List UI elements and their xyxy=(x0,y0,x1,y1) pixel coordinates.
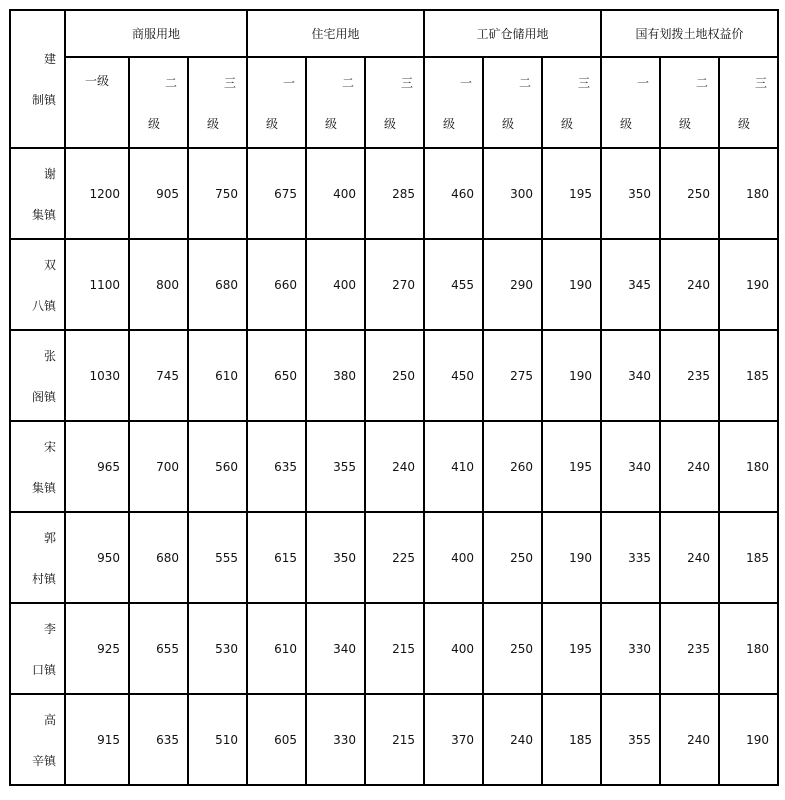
grade-header-cell xyxy=(483,57,542,148)
price-cell: 700 xyxy=(129,421,188,512)
grade-header-cell xyxy=(719,57,778,148)
price-cell: 650 xyxy=(247,330,306,421)
price-cell: 240 xyxy=(660,694,719,785)
grade-header-top: 二 xyxy=(164,75,177,90)
price-cell: 680 xyxy=(129,512,188,603)
price-cell: 185 xyxy=(542,694,601,785)
town-name-cell xyxy=(10,148,65,239)
grade-header-top: 二 xyxy=(341,75,354,90)
town-name-line2: 集镇 xyxy=(31,480,56,495)
price-cell: 655 xyxy=(129,603,188,694)
price-cell: 250 xyxy=(483,512,542,603)
price-cell: 190 xyxy=(719,694,778,785)
grade-header-bottom: 级 xyxy=(266,116,279,131)
price-cell: 180 xyxy=(719,148,778,239)
town-name-cell xyxy=(10,239,65,330)
grade-header-label: 一级 xyxy=(84,74,109,88)
price-cell: 300 xyxy=(483,148,542,239)
price-cell: 635 xyxy=(129,694,188,785)
price-cell: 680 xyxy=(188,239,247,330)
price-cell: 1200 xyxy=(65,148,129,239)
table-row xyxy=(10,694,778,785)
price-cell: 350 xyxy=(601,148,660,239)
grade-header-cell xyxy=(601,57,660,148)
grade-header-bottom: 级 xyxy=(207,116,220,131)
grade-header-top: 三 xyxy=(223,75,236,90)
town-name-cell xyxy=(10,603,65,694)
price-cell: 745 xyxy=(129,330,188,421)
price-cell: 510 xyxy=(188,694,247,785)
grade-header-cell xyxy=(660,57,719,148)
grade-header-top: 二 xyxy=(695,75,708,90)
grade-header-cell xyxy=(306,57,365,148)
town-name-line2: 村镇 xyxy=(31,571,56,586)
price-cell: 605 xyxy=(247,694,306,785)
grade-header-cell xyxy=(424,57,483,148)
price-cell: 180 xyxy=(719,421,778,512)
town-name-line1: 高 xyxy=(43,712,56,727)
table-row xyxy=(10,421,778,512)
price-cell: 400 xyxy=(306,148,365,239)
price-cell: 915 xyxy=(65,694,129,785)
price-cell: 190 xyxy=(542,330,601,421)
grade-header-bottom: 级 xyxy=(620,116,633,131)
grade-header-top: 一 xyxy=(459,75,472,90)
price-cell: 410 xyxy=(424,421,483,512)
price-cell: 925 xyxy=(65,603,129,694)
header-row-grades xyxy=(10,57,778,148)
price-cell: 345 xyxy=(601,239,660,330)
town-name-line1: 李 xyxy=(43,621,56,636)
price-cell: 185 xyxy=(719,512,778,603)
grade-header-bottom: 级 xyxy=(443,116,456,131)
price-cell: 195 xyxy=(542,421,601,512)
town-name-line1: 张 xyxy=(43,348,56,363)
price-cell: 555 xyxy=(188,512,247,603)
price-cell: 340 xyxy=(601,421,660,512)
town-name-line2: 口镇 xyxy=(31,662,56,677)
town-name-line1: 谢 xyxy=(43,166,56,181)
price-cell: 530 xyxy=(188,603,247,694)
grade-header-bottom: 级 xyxy=(502,116,515,131)
price-cell: 950 xyxy=(65,512,129,603)
price-cell: 190 xyxy=(542,239,601,330)
grade-header-cell xyxy=(247,57,306,148)
grade-header-top: 一 xyxy=(636,75,649,90)
price-cell: 355 xyxy=(306,421,365,512)
price-cell: 965 xyxy=(65,421,129,512)
grade-header-top: 一 xyxy=(282,75,295,90)
price-cell: 330 xyxy=(306,694,365,785)
price-cell: 635 xyxy=(247,421,306,512)
grade-header-cell xyxy=(542,57,601,148)
price-cell: 250 xyxy=(483,603,542,694)
town-name-cell xyxy=(10,421,65,512)
town-name-line1: 双 xyxy=(43,257,56,272)
price-cell: 660 xyxy=(247,239,306,330)
group-header-residential: 住宅用地 xyxy=(247,10,424,57)
price-cell: 235 xyxy=(660,603,719,694)
grade-header-cell xyxy=(365,57,424,148)
town-name-line2: 阁镇 xyxy=(31,389,56,404)
price-cell: 215 xyxy=(365,694,424,785)
price-cell: 460 xyxy=(424,148,483,239)
grade-header-bottom: 级 xyxy=(384,116,397,131)
price-cell: 225 xyxy=(365,512,424,603)
price-cell: 400 xyxy=(306,239,365,330)
town-name-cell xyxy=(10,330,65,421)
price-cell: 240 xyxy=(365,421,424,512)
group-header-industrial: 工矿仓储用地 xyxy=(424,10,601,57)
price-cell: 1030 xyxy=(65,330,129,421)
grade-header-top: 三 xyxy=(754,75,767,90)
grade-header-bottom: 级 xyxy=(325,116,338,131)
town-name-cell xyxy=(10,512,65,603)
price-cell: 800 xyxy=(129,239,188,330)
table-body xyxy=(10,10,778,785)
price-cell: 450 xyxy=(424,330,483,421)
price-cell: 190 xyxy=(719,239,778,330)
price-cell: 240 xyxy=(660,421,719,512)
header-row-groups xyxy=(10,10,778,57)
price-cell: 260 xyxy=(483,421,542,512)
price-cell: 250 xyxy=(365,330,424,421)
price-cell: 235 xyxy=(660,330,719,421)
price-cell: 675 xyxy=(247,148,306,239)
group-header-allocated: 国有划拨土地权益价 xyxy=(601,10,778,57)
price-cell: 185 xyxy=(719,330,778,421)
town-name-cell xyxy=(10,694,65,785)
price-cell: 340 xyxy=(306,603,365,694)
table-row xyxy=(10,512,778,603)
town-name-line2: 辛镇 xyxy=(31,753,56,768)
price-cell: 240 xyxy=(660,512,719,603)
grade-header-cell xyxy=(188,57,247,148)
grade-header-cell xyxy=(129,57,188,148)
grade-header-top: 二 xyxy=(518,75,531,90)
grade-header-top: 三 xyxy=(577,75,590,90)
grade-header-bottom: 级 xyxy=(679,116,692,131)
price-cell: 400 xyxy=(424,512,483,603)
group-header-commercial: 商服用地 xyxy=(65,10,247,57)
price-cell: 380 xyxy=(306,330,365,421)
town-name-line1: 宋 xyxy=(43,439,56,454)
price-cell: 240 xyxy=(660,239,719,330)
town-name-line1: 郭 xyxy=(43,530,56,545)
price-cell: 190 xyxy=(542,512,601,603)
town-name-line2: 集镇 xyxy=(31,207,56,222)
corner-header-cell xyxy=(10,10,65,148)
table-row xyxy=(10,239,778,330)
price-cell: 340 xyxy=(601,330,660,421)
price-cell: 1100 xyxy=(65,239,129,330)
grade-header-cell xyxy=(65,57,129,148)
price-cell: 195 xyxy=(542,148,601,239)
price-cell: 370 xyxy=(424,694,483,785)
price-cell: 330 xyxy=(601,603,660,694)
price-cell: 355 xyxy=(601,694,660,785)
grade-header-bottom: 级 xyxy=(561,116,574,131)
table-row xyxy=(10,148,778,239)
price-cell: 560 xyxy=(188,421,247,512)
price-cell: 455 xyxy=(424,239,483,330)
price-cell: 275 xyxy=(483,330,542,421)
price-cell: 240 xyxy=(483,694,542,785)
table-row xyxy=(10,330,778,421)
town-name-line2: 八镇 xyxy=(31,298,56,313)
price-cell: 350 xyxy=(306,512,365,603)
land-price-table xyxy=(9,9,779,786)
price-cell: 615 xyxy=(247,512,306,603)
corner-header-line1: 建 xyxy=(43,52,56,66)
price-cell: 400 xyxy=(424,603,483,694)
grade-header-top: 三 xyxy=(400,75,413,90)
table-row xyxy=(10,603,778,694)
price-cell: 610 xyxy=(247,603,306,694)
price-cell: 290 xyxy=(483,239,542,330)
price-cell: 250 xyxy=(660,148,719,239)
price-cell: 750 xyxy=(188,148,247,239)
price-cell: 215 xyxy=(365,603,424,694)
corner-header-line2: 制镇 xyxy=(31,93,56,107)
price-cell: 905 xyxy=(129,148,188,239)
price-cell: 180 xyxy=(719,603,778,694)
price-cell: 270 xyxy=(365,239,424,330)
grade-header-bottom: 级 xyxy=(148,116,161,131)
grade-header-bottom: 级 xyxy=(738,116,751,131)
price-cell: 285 xyxy=(365,148,424,239)
price-cell: 335 xyxy=(601,512,660,603)
price-cell: 610 xyxy=(188,330,247,421)
price-cell: 195 xyxy=(542,603,601,694)
